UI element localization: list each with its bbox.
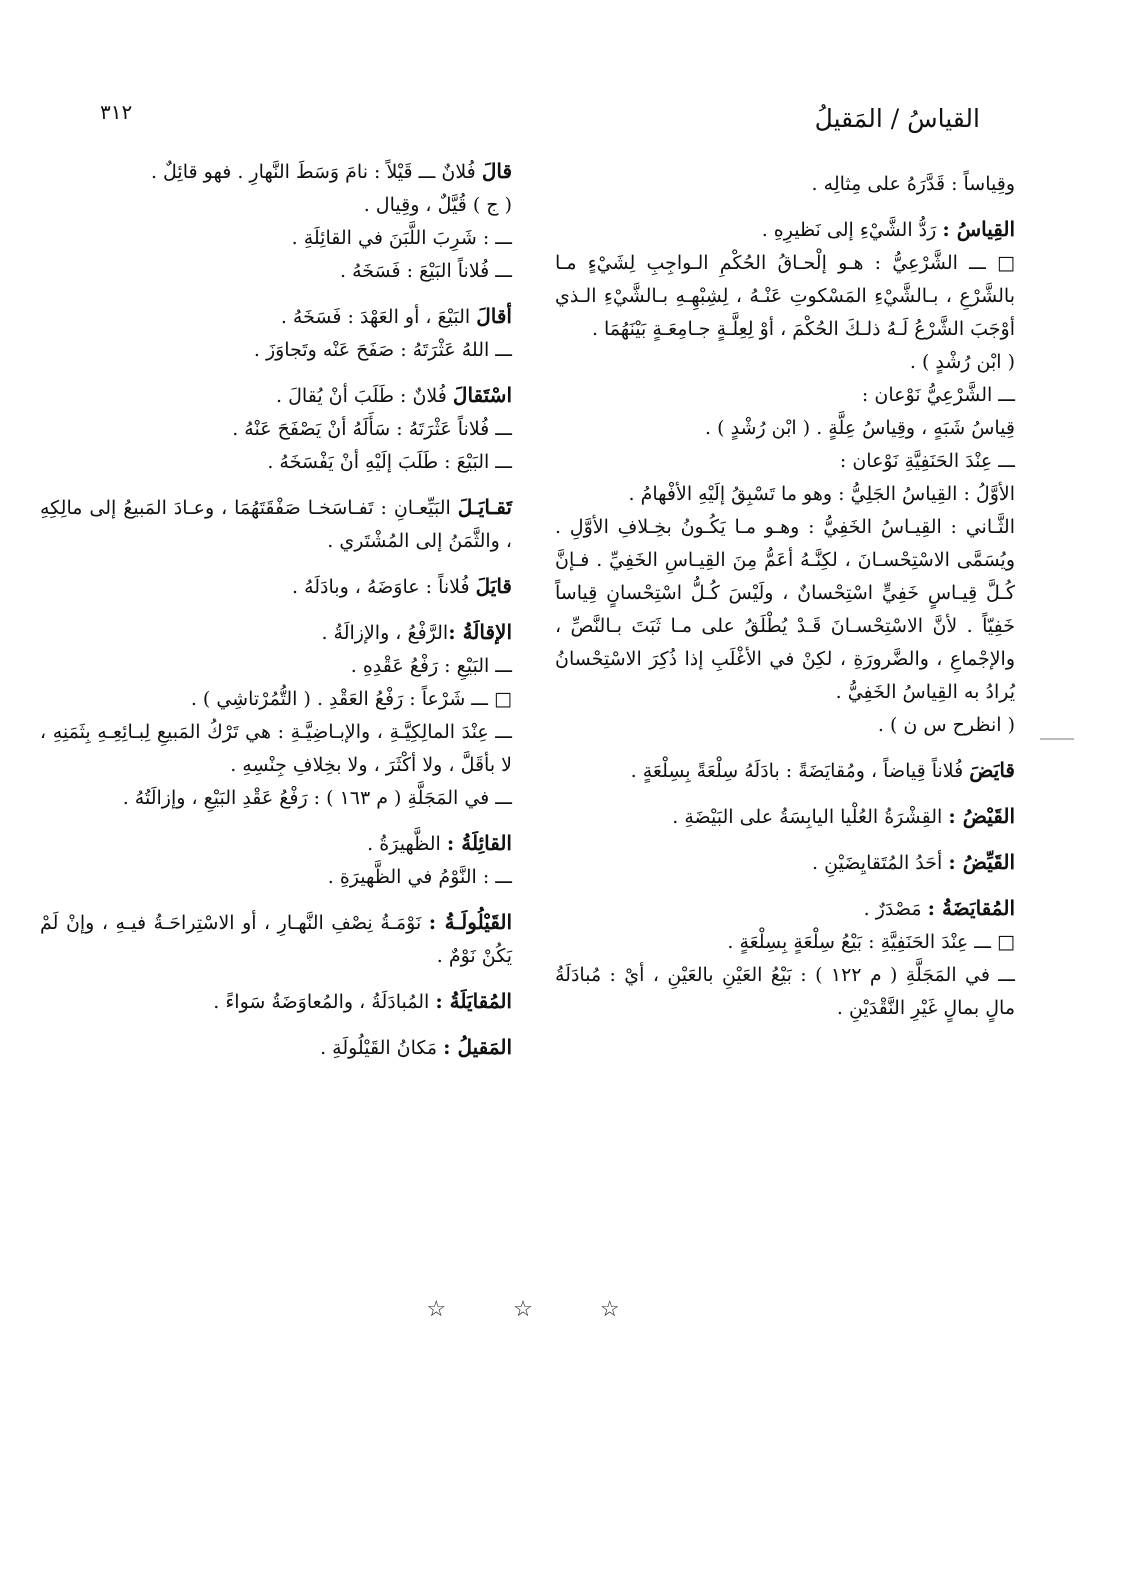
right-column (555, 168, 1015, 1025)
entry-paragraph (40, 300, 512, 334)
definition-text: ( ابْن رُشْدٍ ) . (909, 351, 1015, 373)
running-header-title: القياسُ / المَقيلُ (814, 104, 980, 133)
definition-text: ـــ فُلاناً البَيْعَ : فَسَخَهُ . (340, 260, 512, 282)
entry-paragraph (555, 892, 1015, 926)
definition-text: الأوَّلُ : القِياسُ الجَلِيُّ : وهو ما تَسْبِقُ إلَيْهِ الأفْهامُ . (628, 483, 1015, 505)
headword: قالَ (481, 159, 512, 183)
definition-text: □ ـــ الشَّرْعِيُّ : هـو إلْحـاقُ الحُكْمِ الـواجِبِ لِشَيْءٍ مـا بالشَّرْعِ ، بـالشَّيْءِ المَسْكوتِ عَنْـهُ ، لِشِبْهِـهِ بـالشَّيْءِ الـذي أوْجَبَ الشَّرْعُ لَـهُ ذلـكَ الحُكْمَ ، أوْ لِعِلَّـةٍ جـامِعَـةٍ بَيْنَهُمَا . (555, 252, 1015, 340)
headword: الإقالَةُ : (448, 620, 512, 644)
headword: تَقـايَـلَ (457, 495, 512, 519)
entry-paragraph (555, 445, 1015, 478)
definition-text: الظَّهيرَةُ . (367, 833, 447, 855)
definition-text: أحَدُ المُتَقايِضَيْنِ . (812, 852, 949, 874)
entry-paragraph (40, 334, 512, 367)
entry-paragraph (555, 754, 1015, 788)
definition-text: البَيْعَ ، أو العَهْدَ : فَسَخَهُ . (280, 306, 477, 328)
entry-paragraph (40, 683, 512, 716)
definition-text: ـــ : شَرِبَ اللَّبَنَ في القائِلَةِ . (291, 227, 512, 249)
entry-paragraph (555, 346, 1015, 379)
definition-text: قِياسُ شَبَهٍ ، وقِياسُ عِلَّةٍ . ( ابْن رُشْدٍ ) . (705, 417, 1015, 439)
entry-paragraph (555, 412, 1015, 445)
entry-paragraph (40, 650, 512, 683)
entry-paragraph (40, 782, 512, 815)
entry-paragraph (555, 959, 1015, 1025)
entry-paragraph (40, 413, 512, 446)
margin-mark (1040, 738, 1074, 740)
definition-text: رَدُّ الشَّيْءِ إلى نَظيرِهِ . (761, 219, 943, 241)
definition-text: ـــ : النَّوْمُ في الظَّهيرَةِ . (327, 866, 512, 888)
entry-paragraph (40, 570, 512, 604)
definition-text: ـــ عِنْدَ الحَنَفِيَّةِ نَوْعان : (839, 450, 1015, 472)
definition-text: ( ج ) قُيَّلٌ ، وقِيال . (363, 194, 512, 216)
definition-text: نَوْمَـةُ نِصْفِ النَّهـارِ ، أو الاسْتِراحَـةُ فيـهِ ، وإنْ لَمْ يَكُنْ نَوْمٌ . (40, 912, 512, 967)
entry-paragraph (555, 800, 1015, 834)
definition-text: ـــ البَيْعَ : طَلَبَ إلَيْهِ أنْ يَفْسَخَهُ . (267, 451, 512, 473)
entry-paragraph (555, 926, 1015, 959)
definition-text: فُلانٌ ـــ قَيْلاً : نامَ وَسَطَ النَّهارِ . فهو قائِلٌ . (150, 161, 482, 183)
headword: القَيْلُولَـةُ : (428, 910, 513, 934)
entry-paragraph (40, 716, 512, 782)
headword: أقالَ (476, 304, 512, 328)
definition-text: البَيِّعـانِ : تَفـاسَخـا صَفْقَتَهُمَا ، وعـادَ المَبيعُ إلى مالِكِهِ ، والثَّمَنُ إلى المُشْتَري . (40, 497, 512, 552)
definition-text: ـــ عِنْدَ المالِكِيَّـةِ ، والإبـاضِيَّـةِ : هي تَرْكُ المَبيعِ لِبـائِعِـهِ بِثَمَنِهِ ، لا بأقَلَّ ، ولا أكْثَرَ ، ولا بخِلافِ جِنْسِهِ . (40, 721, 512, 776)
headword: القَيْضُ : (948, 804, 1015, 828)
headword: المُقايَلَةُ : (435, 989, 512, 1013)
entry-paragraph (40, 985, 512, 1019)
entry-paragraph (555, 709, 1015, 742)
entry-paragraph (40, 491, 512, 558)
entry-paragraph (40, 379, 512, 413)
definition-text: الثَّـاني : القِيـاسُ الخَفِيُّ : وهـو مـا يَكُـونُ بخِـلافِ الأوَّلِ . ويُسَمَّى الاسْتِحْسـانَ ، لكِنَّـهُ أعَمُّ مِنَ القِيـاسِ الخَفِيِّ . فـإنَّ كُـلَّ قِيـاسٍ خَفِيٍّ اسْتِحْسانٌ ، ولَيْسَ كُـلُّ اسْتِحْسانٍ قِياساً خَفِيّاً . لأنَّ الاسْتِحْسـانَ قَـدْ يُطْلَقُ على مـا ثَبَتَ بـالنَّصِّ ، والإجْماعِ ، والضَّرورَةِ ، لكِنْ في الأغْلَبِ إذا ذُكِرَ الاسْتِحْسانُ يُرادُ به القِياسُ الخَفِيُّ . (555, 516, 1015, 703)
definition-text: مَكانُ القَيْلُولَةِ . (320, 1037, 444, 1059)
entry-paragraph (555, 511, 1015, 709)
definition-text: ـــ الشَّرْعِيُّ نَوْعان : (861, 384, 1015, 406)
definition-text: ـــ فُلاناً عَثْرَتَهُ : سَأَلَهُ أنْ يَصْفَحَ عَنْهُ . (232, 418, 512, 440)
entry-paragraph (555, 247, 1015, 346)
definition-text: وقِياساً : قَدَّرَهُ على مِثالِه . (811, 173, 1015, 195)
definition-text: ( انظرح س ن ) . (877, 714, 1015, 736)
definition-text: القِشْرَةُ العُلْيا اليابِسَةُ على البَيْضَةِ . (672, 806, 949, 828)
headword: قايَضَ (969, 758, 1015, 782)
entry-paragraph (40, 255, 512, 288)
definition-text: فُلاناً : عاوَضَهُ ، وبادَلَهُ . (292, 576, 476, 598)
definition-text: ـــ البَيْعِ : رَفْعُ عَقْدِهِ . (350, 655, 512, 677)
entry-paragraph (40, 446, 512, 479)
headword: القائِلَةُ : (446, 831, 512, 855)
definition-text: فُلانٌ : طَلَبَ أنْ يُقالَ . (276, 385, 453, 407)
page-number: ٣١٢ (100, 100, 133, 124)
definition-text: فُلاناً قِياضاً ، ومُقايَضَةً : بادَلَهُ سِلْعَةً بِسِلْعَةٍ . (630, 760, 970, 782)
headword: المَقيلُ : (443, 1035, 512, 1059)
entry-paragraph (40, 906, 512, 973)
definition-text: □ ـــ شَرْعاً : رَفْعُ العَقْدِ . ( التُّمُرْتاشِي ) . (190, 688, 512, 710)
definition-text: ـــ في المَجَلَّةِ ( م ١٢٢ ) : بَيْعُ العَيْنِ بالعَيْنِ ، أيْ : مُبادَلَةُ مالٍ بمالٍ غَيْرِ النَّقْدَيْنِ . (555, 964, 1015, 1019)
definition-text: ـــ اللهُ عَثْرَتَهُ : صَفَحَ عَنْه وتَجاوَزَ . (253, 339, 512, 361)
headword: القِياسُ : (942, 217, 1015, 241)
definition-text: □ ـــ عِنْدَ الحَنَفِيَّةِ : بَيْعُ سِلْعَةٍ بِسِلْعَةٍ . (727, 931, 1015, 953)
entry-paragraph (40, 155, 512, 189)
headword: المُقايَضَةُ : (927, 896, 1015, 920)
entry-paragraph (555, 168, 1015, 201)
entry-paragraph (555, 213, 1015, 247)
headword: القَيِّضُ : (948, 850, 1015, 874)
definition-text: ـــ في المَجَلَّةِ ( م ١٦٣ ) : رَفْعُ عَقْدِ البَيْعِ ، وإزالَتُهُ . (122, 787, 512, 809)
entry-paragraph (40, 616, 512, 650)
entry-paragraph (555, 846, 1015, 880)
entry-paragraph (555, 379, 1015, 412)
entry-paragraph (40, 1031, 512, 1065)
entry-paragraph (555, 478, 1015, 511)
definition-text: مَصْدَرٌ . (863, 898, 928, 920)
left-column (40, 155, 512, 1065)
entry-paragraph (40, 222, 512, 255)
headword: قايَلَ (475, 574, 512, 598)
definition-text: المُبادَلَةُ ، والمُعاوَضَةُ سَواءً . (213, 991, 436, 1013)
definition-text: الرَّفْعُ ، والإزالَةُ . (321, 622, 449, 644)
entry-paragraph (40, 189, 512, 222)
headword: اسْتَقالَ (452, 383, 512, 407)
entry-paragraph (40, 861, 512, 894)
entry-paragraph (40, 827, 512, 861)
section-end-stars: ☆ ☆ ☆ (426, 1297, 650, 1322)
